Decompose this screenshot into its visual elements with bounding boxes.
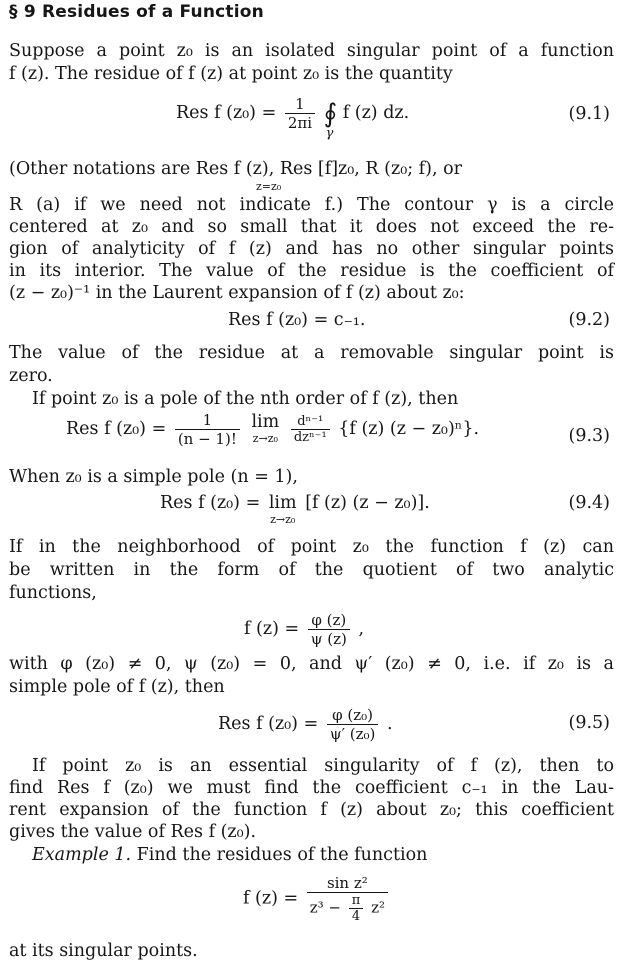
frac-den: ψ (z) bbox=[310, 630, 347, 648]
pi-over-4 bbox=[349, 893, 364, 924]
text-line: (z − z₀)⁻¹ in the Laurent expansion of f (z) about z₀: bbox=[9, 283, 465, 303]
oint-glyph: ∮ bbox=[323, 98, 338, 129]
frac-den: ψ′ (z₀) bbox=[329, 725, 376, 743]
frac-num: π bbox=[349, 893, 364, 909]
eq-lhs: f (z) = bbox=[243, 888, 299, 909]
text-line: at its singular points. bbox=[9, 941, 198, 961]
den-part: z³ − bbox=[309, 898, 341, 917]
eq-rhs: [f (z) (z − z₀)]. bbox=[305, 493, 430, 513]
text-line: If in the neighborhood of point z₀ the function f (z) can bbox=[9, 537, 614, 557]
text-line: find Res f (z₀) we must find the coefficient c₋₁ in the Lau- bbox=[9, 778, 614, 798]
equation-9-5 bbox=[218, 706, 393, 743]
text-line: be written in the form of the quotient of two analytic bbox=[9, 560, 614, 580]
frac-den: 4 bbox=[351, 909, 361, 924]
eq-lhs: Res f (z₀) = bbox=[176, 103, 277, 123]
eq-rhs: {f (z) (z − z₀)ⁿ}. bbox=[338, 419, 480, 439]
res-subscript: z=z₀ bbox=[256, 180, 282, 193]
text-line: f (z). The residue of f (z) at point z₀ is the quantity bbox=[9, 64, 453, 84]
frac-den: 2πi bbox=[287, 114, 313, 132]
equation-number: (9.3) bbox=[568, 426, 610, 446]
text-line: functions, bbox=[9, 583, 97, 603]
text-line: The value of the residue at a removable singular point is bbox=[9, 343, 614, 363]
fraction bbox=[327, 706, 379, 743]
text-line: simple pole of f (z), then bbox=[9, 677, 225, 697]
lim-sub: z→z₀ bbox=[252, 432, 278, 445]
eq-lhs: Res f (z₀) = bbox=[66, 419, 167, 439]
den-part: z² bbox=[371, 898, 386, 917]
lim-text: lim bbox=[251, 412, 280, 432]
equation-number: (9.1) bbox=[568, 104, 610, 124]
eq-lhs: Res f (z₀) = bbox=[218, 714, 319, 734]
text-line: centered at z₀ and so small that it does not exceed the re- bbox=[9, 217, 614, 237]
frac-den: dzⁿ⁻¹ bbox=[293, 430, 327, 445]
text-line: gion of analyticity of f (z) and has no other singular points bbox=[9, 239, 614, 259]
lim-sub: z→z₀ bbox=[270, 513, 296, 526]
text-line: R (a) if we need not indicate f.) The contour γ is a circle bbox=[9, 195, 614, 215]
frac-den: (n − 1)! bbox=[177, 430, 237, 448]
example-text: Find the residues of the function bbox=[131, 845, 428, 865]
text-line: (Other notations are Res f (z), Res [f]z₀, R (z₀; f), or bbox=[9, 159, 463, 179]
example-label: Example 1. bbox=[32, 845, 132, 865]
section-title: § 9 Residues of a Function bbox=[9, 2, 264, 22]
equation-number: (9.2) bbox=[568, 310, 610, 330]
eq-lhs: f (z) = bbox=[244, 619, 300, 639]
frac-num: 1 bbox=[175, 411, 240, 430]
text-line: zero. bbox=[9, 366, 53, 386]
frac-num: 1 bbox=[285, 95, 315, 114]
equation-quotient bbox=[244, 611, 364, 648]
text-line bbox=[32, 844, 614, 866]
text-line: Suppose a point z₀ is an isolated singular point of a function bbox=[9, 41, 614, 61]
fraction bbox=[285, 95, 315, 132]
text-line: If point z₀ is a pole of the nth order of f (z), then bbox=[32, 389, 459, 409]
limit-operator bbox=[269, 492, 297, 526]
frac-num: sin z² bbox=[307, 874, 388, 893]
equation-number: (9.4) bbox=[568, 493, 610, 513]
frac-den bbox=[307, 893, 388, 924]
text-line: rent expansion of the function f (z) about z₀; this coefficient bbox=[9, 800, 614, 820]
frac-num: φ (z₀) bbox=[327, 706, 379, 725]
eq-tail: . bbox=[386, 714, 393, 734]
eq-tail: , bbox=[358, 619, 365, 639]
text-line: gives the value of Res f (z₀). bbox=[9, 822, 257, 842]
eq-rhs: f (z) dz. bbox=[342, 103, 410, 123]
equation-9-3 bbox=[66, 411, 479, 448]
fraction bbox=[175, 411, 240, 448]
derivative-fraction bbox=[291, 414, 330, 445]
equation-9-4 bbox=[160, 492, 430, 526]
text-line: in its interior. The value of the residue is the coefficient of bbox=[9, 261, 614, 281]
equation-9-1 bbox=[176, 95, 410, 141]
equation-9-2: Res f (z₀) = c₋₁. bbox=[228, 310, 366, 330]
oint-sub: γ bbox=[325, 125, 334, 141]
text-line: When z₀ is a simple pole (n = 1), bbox=[9, 467, 298, 487]
limit-operator bbox=[251, 411, 279, 445]
text-line: If point z₀ is an essential singularity of f (z), then to bbox=[32, 756, 614, 776]
text-line: with φ (z₀) ≠ 0, ψ (z₀) = 0, and ψ′ (z₀) ≠ 0, i.e. if z₀ is a bbox=[9, 654, 614, 674]
equation-number: (9.5) bbox=[568, 713, 610, 733]
contour-integral-symbol bbox=[323, 98, 338, 141]
fraction bbox=[308, 611, 350, 648]
frac-num: dⁿ⁻¹ bbox=[291, 414, 330, 430]
lim-text: lim bbox=[268, 493, 297, 513]
equation-example bbox=[243, 874, 391, 924]
frac-num: φ (z) bbox=[308, 611, 350, 630]
eq-lhs: Res f (z₀) = bbox=[160, 493, 261, 513]
fraction bbox=[307, 874, 388, 924]
